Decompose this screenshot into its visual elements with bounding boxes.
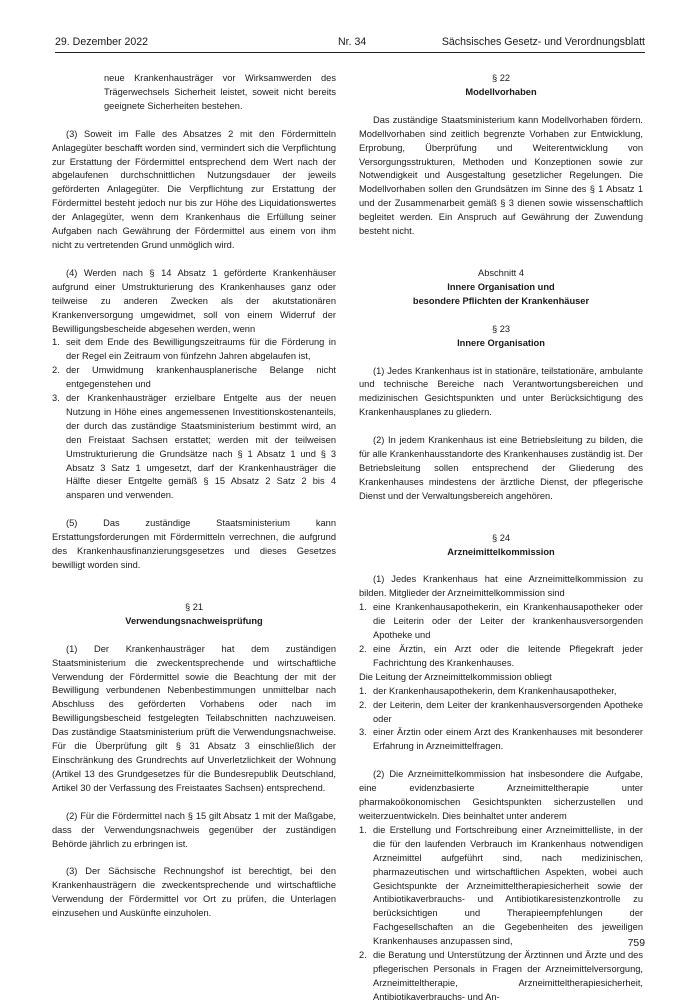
list-item: 2. der Umwidmung krankenhausplanerische Belange nicht entgegenstehen und xyxy=(52,365,336,390)
abschnitt-label: Abschnitt 4 xyxy=(478,267,524,278)
section-23-paragraph-1: (1) Jedes Krankenhaus ist in stationäre, teilstationäre, ambulante und technische Bereiche nach Verantwortungsbereichen und medizinischen Gesichtspunkten und unter Berücksichtigung des Krankenhausplanes zu gliedern. xyxy=(359,365,643,418)
list-item: 3. der Krankenhausträger erzielbare Entgelte aus der neuen Nutzung in Höhe eines angemessenen Investitionskostenanteils, der durch das zuständige Staatsministerium bestimmt wird, an den Freistaat Sachsen erstattet; werden mit der teilweisen Umstrukturierung die Grundsätze nach § 1 Absatz 1 und § 3 Absatz 3 Satz 1 umgesetzt, darf der Krankenhausträger die Hälfte dieser Entgelte gemäß § 15 Absatz 2 Satz 2 bis 4 ansparen und verwenden. xyxy=(52,393,336,501)
section-22-number: § 22 xyxy=(491,73,511,83)
list-item: 3. einer Ärztin oder einem Arzt des Krankenhauses mit besonderer Erfahrung in Arzneimittelfragen. xyxy=(359,727,643,752)
abschnitt-title-line-1: Innere Organisation und xyxy=(447,281,555,292)
section-21-paragraph-2: (2) Für die Fördermittel nach § 15 gilt Absatz 1 mit der Maßgabe, dass der Verwendungsnachweis gegenüber der zuständigen Behörde jährlich zu erbringen ist. xyxy=(52,810,336,849)
list-item: 2. die Beratung und Unterstützung der Ärztinnen und Ärzte und des pflegerischen Personals in Fragen der Arzneimittelversorgung, Arzneimitteltherapie, Arzneimitteltherapiesicherheit, Antibiotikaverbrauchs- und An- xyxy=(359,950,643,1002)
section-23-number: § 23 xyxy=(491,323,511,334)
section-24-paragraph-1: (1) Jedes Krankenhaus hat eine Arzneimittelkommission zu bilden. Mitglieder der Arzneimittelkommission sind xyxy=(359,574,643,599)
list-item: 1. die Erstellung und Fortschreibung einer Arzneimittelliste, in der die für den laufenden Verbrauch im Krankenhaus notwendigen Arzneimittel aufgeführt sind, nach medizinischen, pharmazeutischen und wirtschaftlichen Aspekten, wobei auch Gesichtspunkte der Arzneimitteltherapiesicherheit sowie der Antibiotikaverbrauchs- und Antibiotikaresistenzkontrolle zu berücksichtigen und Therapieempfehlungen der Fachgesellschaften an die Gegebenheiten des jeweiligen Krankenhauses anzupassen sind, xyxy=(359,824,643,947)
list-item: 1. eine Krankenhausapothekerin, ein Krankenhausapotheker oder die Leiterin oder der Leiter der krankenhausversorgenden Apotheke und xyxy=(359,602,643,641)
header-date: 29. Dezember 2022 xyxy=(55,36,149,48)
members-list xyxy=(359,601,643,671)
section-21-number: § 21 xyxy=(184,601,204,612)
paragraph-5: (5) Das zuständige Staatsministerium kann Erstattungsforderungen mit Fördermitteln verrechnen, die aufgrund des Krankenhausfinanzierungsgesetzes und dieses Gesetzes bewilligt worden sind. xyxy=(52,518,336,570)
section-23-paragraph-2: (2) In jedem Krankenhaus ist eine Betriebsleitung zu bilden, die für alle Krankenhausstandorte des Krankenhauses zuständig ist. Der Betriebsleitung sollen entsprechend der Gliederung des Krankenhauses mindestens der ärztliche Dienst, der pflegerische Dienst und der Verwaltungsbereich angehören. xyxy=(359,435,643,501)
section-22-title: Modellvorhaben xyxy=(465,86,537,97)
header-publication: Sächsisches Gesetz- und Verordnungsblatt xyxy=(441,36,645,48)
tasks-list xyxy=(359,824,643,1005)
section-21-paragraph-3: (3) Der Sächsische Rechnungshof ist berechtigt, bei den Krankenhausträgern die zweckentsprechende und wirtschaftliche Verwendung der Fördermittel vor Ort zu prüfen, die Unterlagen einzusehen und Auskünfte einzuholen. xyxy=(52,866,336,919)
page-header xyxy=(55,36,645,53)
section-22-paragraph: Das zuständige Staatsministerium kann Modellvorhaben fördern. Modellvorhaben sind zeitlich begrenzte Vorhaben zur Entwicklung, Erprobung, Überprüfung und Weiterentwicklung von Versorgungsstrukturen, Methoden und Konzeptionen sowie zur Notwendigkeit und Ausgestaltung gesetzlicher Regelungen. Die Modellvorhaben sollen den Grundsätzen im Sinne des § 1 Absatz 1 und der Zusammenarbeit gemäß § 3 dienen sowie wissenschaftlich begleitet werden. Ein Anspruch auf Gewährung der Zuwendung besteht nicht. xyxy=(359,114,643,237)
right-column xyxy=(359,72,643,1005)
header-issue-number: Nr. 34 xyxy=(338,36,367,48)
leadership-intro: Die Leitung der Arzneimittelkommission obliegt xyxy=(359,671,552,682)
section-24-number: § 24 xyxy=(491,532,511,543)
left-column xyxy=(52,72,336,921)
paragraph-4: (4) Werden nach § 14 Absatz 1 geförderte Krankenhäuser aufgrund einer Umstrukturierung des Krankenhauses ganz oder teilweise zu anderen Zwecken als der akutstationären Krankenversorgung umgewidmet, soll von einem Widerruf der Bewilligungsbescheide abgesehen werden, wenn xyxy=(52,267,336,334)
list-item: 2. eine Ärztin, ein Arzt oder die leitende Pflegekraft jeder Fachrichtung des Krankenhauses. xyxy=(359,644,643,668)
paragraph-continuation: neue Krankenhausträger vor Wirksamwerden des Trägerwechsels Sicherheit leistet, soweit nicht bereits geeignete Sicherheiten bestehen. xyxy=(104,73,336,111)
section-23-title: Innere Organisation xyxy=(457,337,545,348)
section-21-paragraph-1: (1) Der Krankenhausträger hat dem zuständigen Staatsministerium die zweckentsprechende und wirtschaftliche Verwendung der Fördermittel sowie die Beachtung der mit der Bewilligung verbundenen Nebenbestimmungen unmittelbar nach Abschluss des geförderten Vorhabens oder nach im Bewilligungsbescheid festgelegten Teilabschnitten nachzuweisen. Das zuständige Staatsministerium prüft die Verwendungsnachweise. Für die Überprüfung gilt § 31 Absatz 3 einschließlich der Einschränkung des Grundrechts auf Unverletzlichkeit der Wohnung (Artikel 13 des Grundgesetzes für die Bundesrepublik Deutschland, Artikel 30 der Verfassung des Freistaates Sachsen) entsprechend. xyxy=(52,643,336,793)
section-24-paragraph-2: (2) Die Arzneimittelkommission hat insbesondere die Aufgabe, eine evidenzbasierte Arzneimitteltherapie unter pharmakoökonomischen Gesichtspunkten sicherzustellen und weiterzuentwickeln. Dies beinhaltet unter anderem xyxy=(359,769,643,821)
section-21-title: Verwendungsnachweisprüfung xyxy=(125,615,263,626)
paragraph-3: (3) Soweit im Falle des Absatzes 2 mit den Fördermitteln Anlagegüter beschafft worden sind, vermindert sich die Verpflichtung zur Erstattung der Fördermittel entsprechend dem Wert nach der abgelaufenen durchschnittlichen Nutzungsdauer der jeweils geförderten Anlagegüter. Die Verpflichtung zur Erstattung der Fördermittel besteht jedoch nur bis zur Höhe des Liquidationswertes der Anlagegüter, wenn dem Krankenhaus die Erfüllung seiner Aufgaben nach Gewährung der Fördermittel aus einem von ihm nicht zu vertretenden Grund unmöglich wird. xyxy=(52,128,336,250)
leadership-list xyxy=(359,685,643,755)
abschnitt-title-line-2: besondere Pflichten der Krankenhäuser xyxy=(412,295,590,306)
list-item: 1. seit dem Ende des Bewilligungszeitraums für die Förderung in der Regel ein Zeitraum von fünfzehn Jahren abgelaufen ist, xyxy=(52,337,336,362)
page-number: 759 xyxy=(627,938,645,949)
list-item: 1. der Krankenhausapothekerin, dem Krankenhausapotheker, xyxy=(359,685,617,696)
section-24-title: Arzneimittelkommission xyxy=(447,546,555,557)
paragraph-4-list xyxy=(52,336,336,503)
list-item: 2. der Leiterin, dem Leiter der krankenhausversorgenden Apotheke oder xyxy=(359,699,643,724)
